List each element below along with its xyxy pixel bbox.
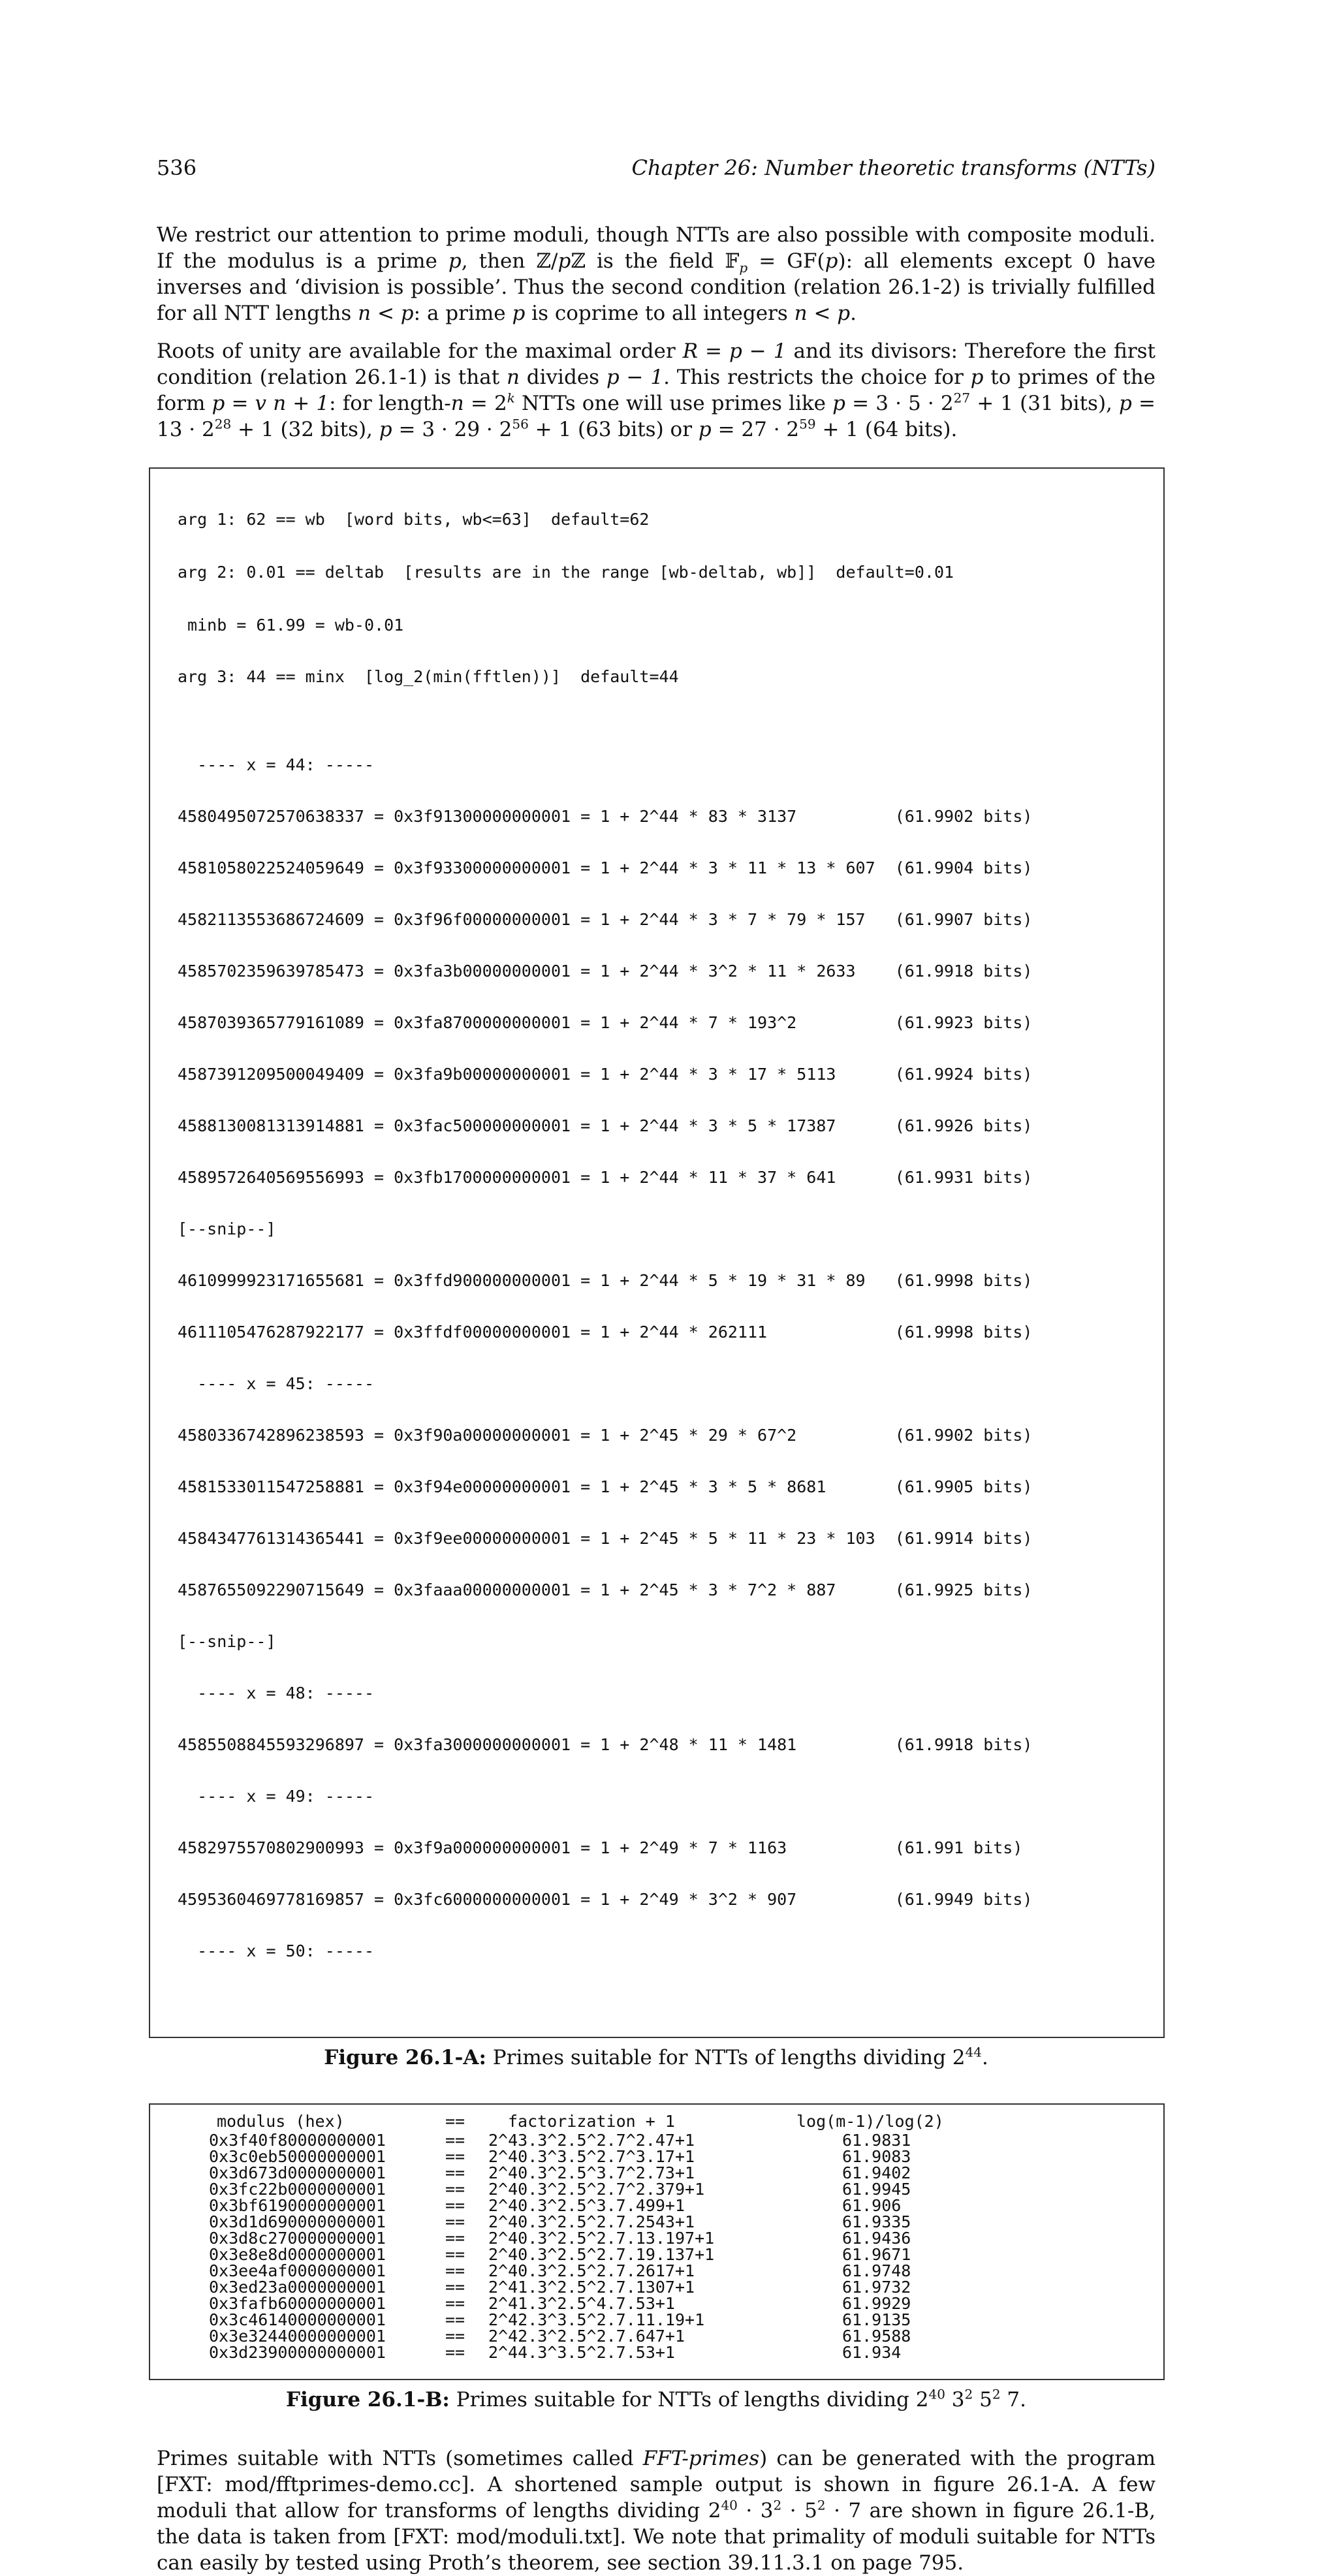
factorization-cell: 2^41.3^2.5^4.7.53+1 bbox=[488, 2294, 675, 2313]
paragraph-roots-of-unity bbox=[157, 338, 1156, 443]
factorization-cell: 2^44.3^3.5^2.7.53+1 bbox=[488, 2343, 675, 2362]
modulus-cell: 0x3fafb60000000001 bbox=[209, 2294, 386, 2313]
caption-text: Primes suitable for NTTs of lengths dividing 2 bbox=[449, 2388, 929, 2411]
caption-text: . bbox=[981, 2046, 988, 2069]
factorization-cell: 2^40.3^3.5^2.7^3.17+1 bbox=[488, 2147, 695, 2166]
chapter-title: Chapter 26: Number theoretic transforms (NTTs) bbox=[631, 155, 1156, 180]
modulus-cell: 0x3bf6190000000001 bbox=[209, 2196, 386, 2215]
modulus-cell: 0x3c46140000000001 bbox=[209, 2310, 386, 2329]
math-superscript: 40 bbox=[721, 2497, 738, 2513]
code-output-line: 4581058022524059649 = 0x3f93300000000001 = 1 + 2^44 * 3 * 11 * 13 * 607 (61.9904 bits) bbox=[178, 858, 1033, 877]
column-header: == bbox=[445, 2112, 465, 2131]
math-superscript: k bbox=[507, 390, 515, 406]
modulus-cell: 0x3c0eb50000000001 bbox=[209, 2147, 386, 2166]
math-var: n bbox=[450, 392, 464, 415]
table-row bbox=[209, 2279, 1025, 2295]
text-run: = 2 bbox=[464, 392, 507, 415]
log-cell: 61.9732 bbox=[842, 2278, 911, 2297]
text-run: to primes of the form bbox=[157, 366, 1156, 415]
table-row bbox=[209, 2197, 1025, 2214]
code-output-line: 4581533011547258881 = 0x3f94e00000000001 = 1 + 2^45 * 3 * 5 * 8681 (61.9905 bits) bbox=[178, 1477, 1033, 1496]
modulus-cell: 0x3ee4af0000000001 bbox=[209, 2261, 386, 2280]
modulus-cell: 0x3fc22b0000000001 bbox=[209, 2180, 386, 2199]
figure-26-1-a-caption bbox=[157, 2046, 1156, 2069]
code-output-line: [--snip--] bbox=[178, 1219, 276, 1238]
caption-label: Figure 26.1-A: bbox=[324, 2046, 486, 2069]
text-run: ) can be generated with the program [FXT: mod/fftprimes-demo.cc]. A shortened sample output is shown in figure 26.1-A. A few moduli that allow for transforms of lengths dividing 2 bbox=[157, 2447, 1156, 2522]
math-expr: p − 1 bbox=[606, 366, 664, 389]
table-body bbox=[209, 2132, 1025, 2361]
equals-cell: == bbox=[445, 2278, 465, 2297]
table-row bbox=[209, 2263, 1025, 2279]
code-output-line: 4587391209500049409 = 0x3fa9b00000000001 = 1 + 2^44 * 3 * 17 * 5113 (61.9924 bits) bbox=[178, 1065, 1033, 1084]
factorization-cell: 2^40.3^2.5^2.7.2543+1 bbox=[488, 2212, 695, 2231]
caption-text: 3 bbox=[945, 2388, 965, 2411]
text-run: + 1 (63 bits) or bbox=[528, 418, 699, 441]
log-cell: 61.9929 bbox=[842, 2294, 911, 2313]
math-var: n bbox=[507, 366, 520, 389]
text-run: · 3 bbox=[737, 2499, 774, 2522]
log-cell: 61.9436 bbox=[842, 2229, 911, 2248]
text-run: = 13 · 2 bbox=[157, 392, 1156, 441]
math-superscript: 59 bbox=[799, 416, 816, 432]
text-run: and its divisors: Therefore the first condition (relation 26.1-1) is that bbox=[157, 339, 1156, 389]
table-row bbox=[209, 2295, 1025, 2312]
factorization-cell: 2^40.3^2.5^2.7^2.379+1 bbox=[488, 2180, 705, 2199]
modulus-cell: 0x3d673d0000000001 bbox=[209, 2163, 386, 2182]
math-superscript: 2 bbox=[817, 2497, 826, 2513]
column-header: log(m-1)/log(2) bbox=[796, 2112, 944, 2131]
log-cell: 61.9831 bbox=[842, 2131, 911, 2150]
code-output-line: ---- x = 49: ----- bbox=[178, 1787, 375, 1806]
factorization-cell: 2^43.3^2.5^2.7^2.47+1 bbox=[488, 2131, 695, 2150]
text-run: is coprime to all integers bbox=[525, 302, 794, 325]
book-page bbox=[157, 155, 1156, 2576]
factorization-cell: 2^40.3^2.5^2.7.13.197+1 bbox=[488, 2229, 715, 2248]
equals-cell: == bbox=[445, 2261, 465, 2280]
equals-cell: == bbox=[445, 2180, 465, 2199]
code-arg-line: arg 1: 62 == wb [word bits, wb<=63] default=62 bbox=[178, 510, 650, 529]
text-run: ): all elements except 0 have inverses and ‘division is possible’. Thus the second condition (relation 26.1-2) is trivially fulfilled for all NTT lengths bbox=[157, 249, 1156, 325]
math-subscript: p bbox=[739, 260, 748, 276]
text-run: + 1 (64 bits). bbox=[815, 418, 958, 441]
text-run: ℤ is the field 𝔽 bbox=[571, 249, 740, 273]
code-output-line: 4582975570802900993 = 0x3f9a000000000001 = 1 + 2^49 * 7 * 1163 (61.991 bits) bbox=[178, 1838, 1023, 1857]
equals-cell: == bbox=[445, 2163, 465, 2182]
equals-cell: == bbox=[445, 2310, 465, 2329]
log-cell: 61.9671 bbox=[842, 2245, 911, 2264]
math-expr: p = v n + 1 bbox=[212, 392, 330, 415]
math-superscript: 28 bbox=[214, 416, 232, 432]
paragraph-prime-moduli bbox=[157, 222, 1156, 326]
code-output-line: 4584347761314365441 = 0x3f9ee00000000001 = 1 + 2^45 * 5 * 11 * 23 * 103 (61.9914 bits) bbox=[178, 1529, 1033, 1548]
factorization-cell: 2^40.3^2.5^3.7.499+1 bbox=[488, 2196, 685, 2215]
math-var: p bbox=[832, 392, 845, 415]
equals-cell: == bbox=[445, 2147, 465, 2166]
moduli-table bbox=[209, 2111, 1025, 2361]
code-arg-line: arg 2: 0.01 == deltab [results are in the range [wb-deltab, wb]] default=0.01 bbox=[178, 563, 954, 582]
caption-superscript: 2 bbox=[964, 2386, 973, 2402]
code-output-line: 4589572640569556993 = 0x3fb1700000000001 = 1 + 2^44 * 11 * 37 * 641 (61.9931 bits) bbox=[178, 1168, 1033, 1187]
log-cell: 61.934 bbox=[842, 2343, 902, 2362]
math-var: p bbox=[558, 249, 571, 273]
math-var: p bbox=[825, 249, 838, 273]
log-cell: 61.9748 bbox=[842, 2261, 911, 2280]
figure-26-1-b-caption bbox=[157, 2388, 1156, 2411]
code-output-line: 4610999923171655681 = 0x3ffd900000000001 = 1 + 2^44 * 5 * 19 * 31 * 89 (61.9998 bits) bbox=[178, 1271, 1033, 1290]
code-output-line: 4587039365779161089 = 0x3fa8700000000001 = 1 + 2^44 * 7 * 193^2 (61.9923 bits) bbox=[178, 1013, 1033, 1032]
table-row bbox=[209, 2246, 1025, 2263]
figure-26-1-a-box bbox=[149, 467, 1165, 2038]
log-cell: 61.9135 bbox=[842, 2310, 911, 2329]
text-run: : for length- bbox=[329, 392, 451, 415]
math-superscript: 56 bbox=[512, 416, 529, 432]
code-output-line: ---- x = 45: ----- bbox=[178, 1374, 375, 1393]
code-output-line: 4611105476287922177 = 0x3ffdf00000000001 = 1 + 2^44 * 262111 (61.9998 bits) bbox=[178, 1323, 1033, 1342]
emphasis-text: FFT-primes bbox=[642, 2447, 760, 2470]
equals-cell: == bbox=[445, 2229, 465, 2248]
log-cell: 61.906 bbox=[842, 2196, 902, 2215]
log-cell: 61.9335 bbox=[842, 2212, 911, 2231]
equals-cell: == bbox=[445, 2294, 465, 2313]
factorization-cell: 2^42.3^3.5^2.7.11.19+1 bbox=[488, 2310, 705, 2329]
math-var: p bbox=[698, 418, 712, 441]
code-arg-line: arg 3: 44 == minx [log_2(min(fftlen))] default=44 bbox=[178, 667, 679, 686]
text-run: : a prime bbox=[413, 302, 512, 325]
math-var: p bbox=[512, 302, 526, 325]
text-run: = 27 · 2 bbox=[711, 418, 800, 441]
text-run: NTTs one will use primes like bbox=[514, 392, 833, 415]
table-row bbox=[209, 2132, 1025, 2148]
code-output-line: 4585508845593296897 = 0x3fa3000000000001 = 1 + 2^48 * 11 * 1481 (61.9918 bits) bbox=[178, 1735, 1033, 1754]
table-header-row bbox=[209, 2111, 1025, 2132]
column-header: modulus (hex) bbox=[217, 2112, 345, 2131]
modulus-cell: 0x3d1d690000000001 bbox=[209, 2212, 386, 2231]
text-run: + 1 (31 bits), bbox=[970, 392, 1120, 415]
code-output-line: 4588130081313914881 = 0x3fac500000000001 = 1 + 2^44 * 3 * 5 * 17387 (61.9926 bits) bbox=[178, 1116, 1033, 1135]
paragraph-fft-primes bbox=[157, 2445, 1156, 2576]
math-var: p bbox=[379, 418, 392, 441]
factorization-cell: 2^42.3^2.5^2.7.647+1 bbox=[488, 2327, 685, 2346]
table-row bbox=[209, 2328, 1025, 2344]
code-output-line: [--snip--] bbox=[178, 1632, 276, 1651]
table-row bbox=[209, 2312, 1025, 2328]
code-output-line: 4585702359639785473 = 0x3fa3b00000000001 = 1 + 2^44 * 3^2 * 11 * 2633 (61.9918 bits) bbox=[178, 962, 1033, 981]
log-cell: 61.9402 bbox=[842, 2163, 911, 2182]
text-run: , then ℤ/ bbox=[461, 249, 558, 273]
math-expr: n < p bbox=[358, 302, 414, 325]
column-header: factorization + 1 bbox=[508, 2112, 675, 2131]
factorization-cell: 2^41.3^2.5^2.7.1307+1 bbox=[488, 2278, 695, 2297]
math-var: p bbox=[970, 366, 984, 389]
math-var: p bbox=[1119, 392, 1132, 415]
modulus-cell: 0x3e32440000000001 bbox=[209, 2327, 386, 2346]
caption-label: Figure 26.1-B: bbox=[286, 2388, 450, 2411]
text-run: divides bbox=[519, 366, 606, 389]
code-output-line: 4580495072570638337 = 0x3f91300000000001 = 1 + 2^44 * 83 * 3137 (61.9902 bits) bbox=[178, 807, 1033, 826]
math-expr: n < p bbox=[794, 302, 851, 325]
equals-cell: == bbox=[445, 2212, 465, 2231]
caption-superscript: 2 bbox=[992, 2386, 1001, 2402]
modulus-cell: 0x3d8c270000000001 bbox=[209, 2229, 386, 2248]
log-cell: 61.9588 bbox=[842, 2327, 911, 2346]
text-run: + 1 (32 bits), bbox=[231, 418, 379, 441]
text-run: . This restricts the choice for bbox=[663, 366, 971, 389]
caption-text: Primes suitable for NTTs of lengths dividing 2 bbox=[486, 2046, 966, 2069]
equals-cell: == bbox=[445, 2245, 465, 2264]
code-output-line: 4595360469778169857 = 0x3fc6000000000001 = 1 + 2^49 * 3^2 * 907 (61.9949 bits) bbox=[178, 1890, 1033, 1909]
caption-superscript: 40 bbox=[928, 2386, 945, 2402]
equals-cell: == bbox=[445, 2131, 465, 2150]
text-run: = GF( bbox=[747, 249, 825, 273]
code-output-line: ---- x = 50: ----- bbox=[178, 1941, 375, 1960]
math-superscript: 27 bbox=[953, 390, 971, 406]
caption-superscript: 44 bbox=[965, 2044, 982, 2060]
table-row bbox=[209, 2148, 1025, 2165]
figure-26-1-b-box bbox=[149, 2103, 1165, 2380]
code-arg-line: minb = 61.99 = wb-0.01 bbox=[178, 616, 404, 635]
code-output bbox=[178, 721, 1163, 1994]
caption-text: 7. bbox=[1000, 2388, 1026, 2411]
running-header bbox=[157, 155, 1156, 195]
modulus-cell: 0x3d23900000000001 bbox=[209, 2343, 386, 2362]
math-var: p bbox=[448, 249, 462, 273]
table-row bbox=[209, 2181, 1025, 2197]
text-run: · 7 are shown in figure 26.1-B, the data is taken from [FXT: mod/moduli.txt]. We note that primality of moduli suitable for NTTs can easily by tested using Proth’s theorem, see section 39.11.3.1 on page 795. bbox=[157, 2499, 1156, 2575]
modulus-cell: 0x3e8e8d0000000001 bbox=[209, 2245, 386, 2264]
page-number: 536 bbox=[157, 155, 197, 180]
factorization-cell: 2^40.3^2.5^2.7.2617+1 bbox=[488, 2261, 695, 2280]
text-run: = 3 · 5 · 2 bbox=[845, 392, 954, 415]
table-row bbox=[209, 2230, 1025, 2246]
math-expr: R = p − 1 bbox=[682, 339, 787, 363]
text-run: We restrict our attention to prime moduli, though NTTs are also possible with composite moduli. If the modulus is a prime bbox=[157, 223, 1156, 273]
log-cell: 61.9945 bbox=[842, 2180, 911, 2199]
caption-text: 5 bbox=[973, 2388, 992, 2411]
text-run: Primes suitable with NTTs (sometimes called bbox=[157, 2447, 643, 2470]
table-row bbox=[209, 2344, 1025, 2361]
modulus-cell: 0x3ed23a0000000001 bbox=[209, 2278, 386, 2297]
table-row bbox=[209, 2165, 1025, 2181]
text-run: = 3 · 29 · 2 bbox=[392, 418, 512, 441]
code-output-line: 4580336742896238593 = 0x3f90a00000000001 = 1 + 2^45 * 29 * 67^2 (61.9902 bits) bbox=[178, 1426, 1033, 1445]
code-output-line: ---- x = 48: ----- bbox=[178, 1684, 375, 1703]
text-run: Roots of unity are available for the maximal order bbox=[157, 339, 683, 363]
text-run: . bbox=[850, 302, 857, 325]
table-row bbox=[209, 2214, 1025, 2230]
log-cell: 61.9083 bbox=[842, 2147, 911, 2166]
factorization-cell: 2^40.3^2.5^2.7.19.137+1 bbox=[488, 2245, 715, 2264]
equals-cell: == bbox=[445, 2343, 465, 2362]
code-output-line: 4582113553686724609 = 0x3f96f00000000001 = 1 + 2^44 * 3 * 7 * 79 * 157 (61.9907 bits) bbox=[178, 910, 1033, 929]
code-output-line: 4587655092290715649 = 0x3faaa00000000001 = 1 + 2^45 * 3 * 7^2 * 887 (61.9925 bits) bbox=[178, 1580, 1033, 1599]
equals-cell: == bbox=[445, 2196, 465, 2215]
modulus-cell: 0x3f40f80000000001 bbox=[209, 2131, 386, 2150]
equals-cell: == bbox=[445, 2327, 465, 2346]
text-run: · 5 bbox=[781, 2499, 817, 2522]
code-output-line: ---- x = 44: ----- bbox=[178, 755, 375, 774]
math-superscript: 2 bbox=[773, 2497, 782, 2513]
factorization-cell: 2^40.3^2.5^3.7^2.73+1 bbox=[488, 2163, 695, 2182]
